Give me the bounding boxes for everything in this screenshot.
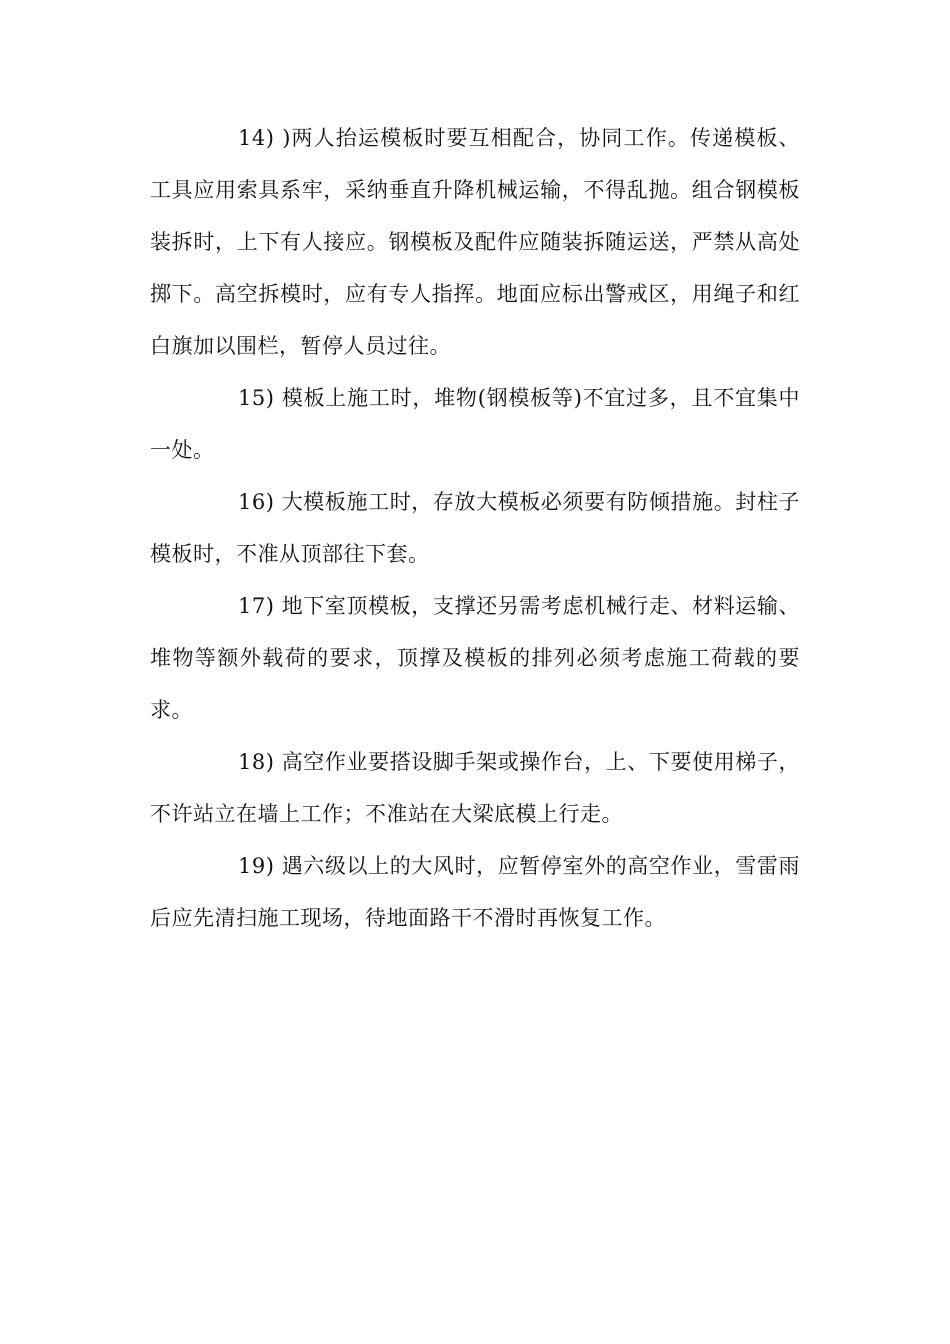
paragraph-15: 15) 模板上施工时，堆物(钢模板等)不宜过多，且不宜集中一处。 <box>150 386 800 462</box>
paragraph-18: 18) 高空作业要搭设脚手架或操作台，上、下要使用梯子，不许站立在墙上工作；不准站在大梁底模上行走。 <box>150 750 800 826</box>
paragraph-17: 17) 地下室顶模板，支撑还另需考虑机械行走、材料运输、堆物等额外载荷的要求，顶撑及模板的排列必须考虑施工荷载的要求。 <box>150 594 800 722</box>
paragraph-14: 14) )两人抬运模板时要互相配合，协同工作。传递模板、工具应用索具系牢，采纳垂直升降机械运输，不得乱抛。组合钢模板装拆时，上下有人接应。钢模板及配件应随装拆随运送，严禁从高处掷下。高空拆模时，应有专人指挥。地面应标出警戒区，用绳子和红白旗加以围栏，暂停人员过往。 <box>150 126 800 358</box>
document-body <box>150 112 800 944</box>
paragraph-19: 19) 遇六级以上的大风时，应暂停室外的高空作业，雪雷雨后应先清扫施工现场，待地面路干不滑时再恢复工作。 <box>150 854 800 930</box>
paragraph-16: 16) 大模板施工时，存放大模板必须要有防倾措施。封柱子模板时，不准从顶部往下套。 <box>150 490 800 566</box>
